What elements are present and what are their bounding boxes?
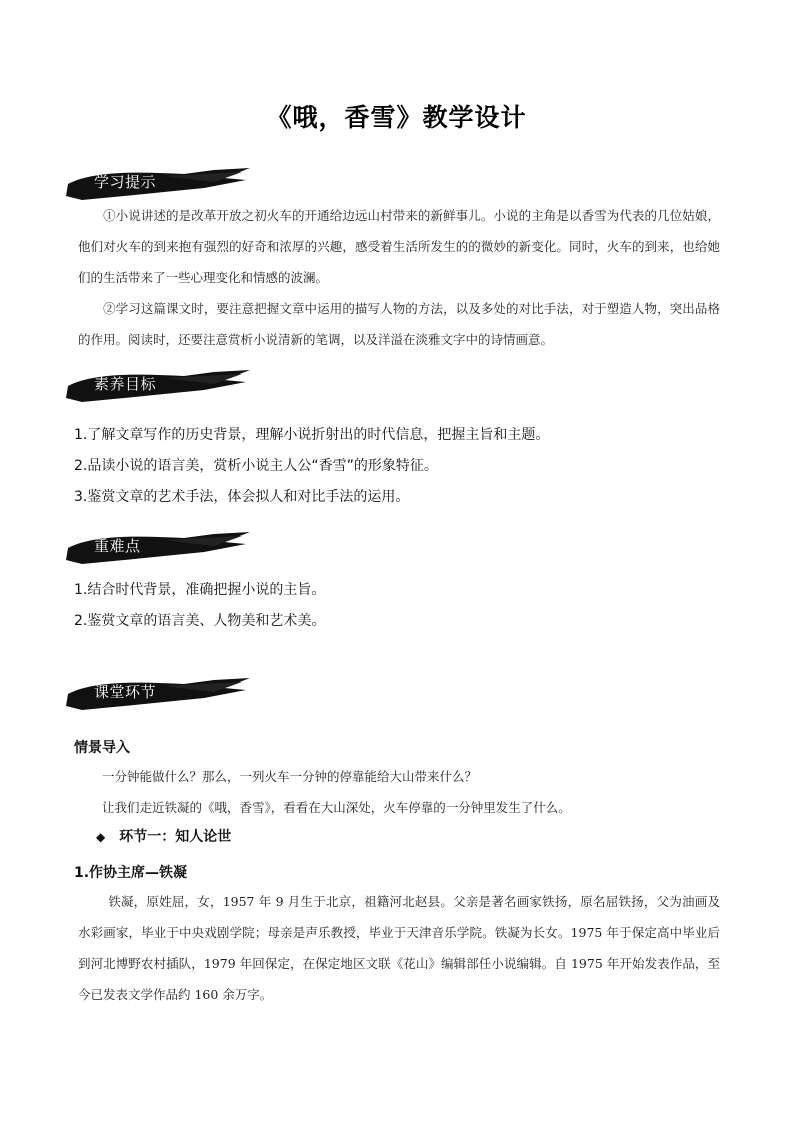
brush-stroke-banner: [64, 526, 254, 568]
list-item: 2.鉴赏文章的语言美、人物美和艺术美。: [74, 613, 326, 629]
section-header-tips: [64, 162, 254, 204]
step-heading: ◆ 环节一：知人论世: [96, 829, 232, 845]
section-header-class: [64, 672, 254, 714]
author-heading: 1.作协主席—铁凝: [74, 865, 188, 881]
author-paragraph: 铁凝，原姓屈，女，1957 年 9 月生于北京，祖籍河北赵县。父亲是著名画家铁扬，原名屈铁扬，父为油画及水彩画家，毕业于中央戏剧学院；母亲是声乐教授，毕业于天津音乐学院。铁凝为长女。1975 年于保定高中毕业后到河北博野农村插队，1979 年回保定，在保定地区文联《花山》编辑部任小说编辑。自 1975 年开始发表作品，至今已发表文学作品约 160 余万字。: [78, 894, 720, 1002]
section-header-goals: [64, 364, 254, 406]
intro-heading: 情景导入: [74, 740, 130, 756]
intro-paragraph-2: 让我们走近铁凝的《哦，香雪》，看看在大山深处，火车停靠的一分钟里发生了什么。: [102, 800, 571, 815]
section-header-label: 重难点: [94, 537, 141, 555]
tips-paragraph-1: ①小说讲述的是改革开放之初火车的开通给边远山村带来的新鲜事儿。小说的主角是以香雪为代表的几位姑娘，他们对火车的到来抱有强烈的好奇和浓厚的兴趣，感受着生活所发生的的微妙的新变化。同时，火车的到来，也给她们的生活带来了一些心理变化和情感的波澜。: [78, 208, 720, 285]
section-header-key-points: [64, 526, 254, 568]
brush-stroke-banner: [64, 162, 254, 204]
list-item: 1.结合时代背景，准确把握小说的主旨。: [74, 582, 326, 598]
key-points-list: [74, 575, 724, 637]
list-item: 3.鉴赏文章的艺术手法，体会拟人和对比手法的运用。: [74, 489, 410, 505]
section-header-label: 学习提示: [94, 173, 157, 191]
goals-list: [74, 420, 724, 513]
list-item: 2.品读小说的语言美，赏析小说主人公“香雪”的形象特征。: [74, 458, 438, 474]
section-header-label: 课堂环节: [94, 683, 157, 701]
section-header-label: 素养目标: [94, 375, 157, 393]
document-title: 《哦，香雪》教学设计: [266, 103, 527, 132]
brush-stroke-banner: [64, 364, 254, 406]
diamond-bullet-icon: ◆: [96, 830, 106, 844]
tips-paragraph-2: ②学习这篇课文时，要注意把握文章中运用的描写人物的方法，以及多处的对比手法，对于塑造人物，突出品格的作用。阅读时，还要注意赏析小说清新的笔调，以及洋溢在淡雅文字中的诗情画意。: [78, 301, 720, 347]
list-item: 1.了解文章写作的历史背景，理解小说折射出的时代信息，把握主旨和主题。: [74, 427, 550, 443]
brush-stroke-banner: [64, 672, 254, 714]
intro-paragraph-1: 一分钟能做什么？那么，一列火车一分钟的停靠能给大山带来什么？: [102, 769, 478, 784]
